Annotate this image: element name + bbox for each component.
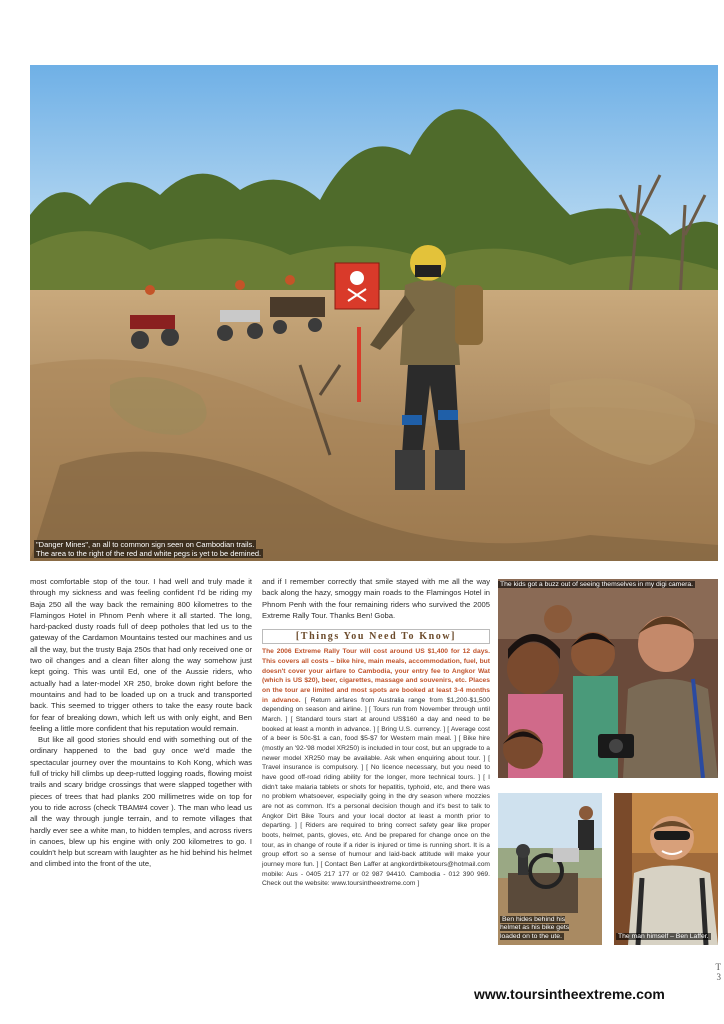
- article-column-2: [262, 576, 490, 889]
- ute-caption: Ben hides behind his helmet as his bike gets loaded on to the ute.: [500, 915, 570, 940]
- hero-caption-line-2: The area to the right of the red and white pegs is yet to be demined.: [36, 549, 262, 558]
- article-paragraph: most comfortable stop of the tour. I had well and truly made it through my sickness and was feeling confident I'd be riding my Baja 250 all the way back the remaining 800 kilometres to the Flamingos Hotel in Phnom Penh where it all started. The long, hard-packed dusty roads full of deep potholes that led us to the gateway of the Cardamon Mountains tested our machines and us all the way, but the trusty Baja 250s that had only received one or two oil changes and a clean filter along the way somehow just kept going. This was until Ed, one of the Aussie riders, who actually had a later-model XR 250, broke down right before the mountains and had to be loaded up on a truck and transported back. This seemed to trigger others to take the easy route back for fear of breaking down, which left us with only eight, and Ben feeling a little more confident that his reputation would remain.: [30, 577, 252, 733]
- hero-caption-line-1: "Danger Mines", an all to common sign seen on Cambodian trails.: [36, 540, 255, 549]
- website-url[interactable]: www.toursintheextreme.com: [474, 986, 665, 1002]
- hero-photo-image: [30, 65, 718, 561]
- folio-line-1: T: [715, 962, 721, 972]
- man-photo-image: [614, 793, 718, 945]
- sidebar-body-text: [ Return airfares from Australia range from $1,200-$1,500 depending on season and airline. ] [ Tours run from November through until March. ] [ Standard tours start at around US$160 a day and need to be booked at least a month in advance. ] [ Bring U.S. currency. ] [ Average cost of a beer is 50c-$1 a can, food $5-$7 for Western main meal. ] [ Bike hire (mostly an '92-'98 model XR250) is included in tour cost, but an upgrade to a newer model XR250 may be available. Ask when enquiring about tour. ] [ Travel insurance is compulsory. ] [ No licence necessary, but you need to have good off-road riding ability for the longer, more technical tours. ] [ I didn't take malaria tablets or shots for hepatitis, typhoid, etc, and there was no problem whatsoever, especially going in the dry season where mozzies are not as common. It's a personal decision though and it's best to talk to Angkor Dirt Bike Tours and your local doctor at least a month prior to departing. ] [ Riders are required to bring correct safety gear like proper boots, helmet, pants, gloves, etc. And be prepared for change once on the tour, as in change of route if a rider is injured or time is running short. It is a group effort so a sense of humour and laid-back attitude will make your journey more fun. ] [ Contact Ben Laffer at angkordirtbiketours@hotmail.com mobile: Aus - 0405 217 177 or 02 987 94410. Cambodia - 012 390 969. Check out the website: www.toursintheextreme.com ]: [262, 696, 490, 888]
- article-paragraph: But like all good stories should end with something out of the ordinary happened to the bad guy once we'd made the spectacular journey over the mountains to Koh Kong, which was full of tricky hill climbs up deep-rutted logging roads, flowing moist trails and scary bridge crossings that were slapped together with pieces of trees that had planks 200 millimetres wide on top for you to ride across (check TBAM#4 cover ). The man who lead us all the way through jungle terrain, and to remote villages that hardly ever see a white man, to hidden temples, and across rivers in canoes, blew up his engine with only 200 kilometres to go. I couldn't help but scream with laughter as he hid behind his helmet and climbed into the front of the ute,: [30, 735, 252, 869]
- kids-caption: The kids got a buzz out of seeing themselves in my digi camera.: [500, 581, 694, 588]
- hero-photo: [30, 65, 718, 561]
- article-paragraph: and if I remember correctly that smile stayed with me all the way back along the hazy, smoggy main roads to the Flamingos Hotel in Phnom Penh with the four remaining riders who survived the 2005 Extreme Rally Tour. Thanks Ben! Goba.: [262, 577, 490, 620]
- sidebar-highlight-text: The 2006 Extreme Rally Tour will cost around US $1,400 for 12 days. This covers all costs – bike hire, main meals, accommodation, fuel, but doesn't cover your airfare to Cambodia, your entry fee to Angkor Wat (which is US $20), beer, cigarettes, massage and souvenirs, etc. Places on the tour are limited and most spots are booked at least 3-4 months in advance.: [262, 648, 490, 704]
- man-caption: The man himself – Ben Laffer.: [618, 932, 709, 940]
- man-photo: [614, 793, 718, 945]
- article-column-1: [30, 576, 252, 870]
- folio-line-2: 3: [716, 972, 721, 982]
- kids-photo-image: [498, 579, 718, 778]
- sidebar-body: [262, 647, 490, 888]
- kids-photo: [498, 579, 718, 778]
- sidebar-title: [Things You Need To Know]: [262, 629, 490, 644]
- things-you-need-to-know-box: [262, 629, 490, 889]
- page-folio: [716, 962, 722, 982]
- hero-caption: [34, 540, 263, 558]
- ute-photo: [498, 793, 602, 945]
